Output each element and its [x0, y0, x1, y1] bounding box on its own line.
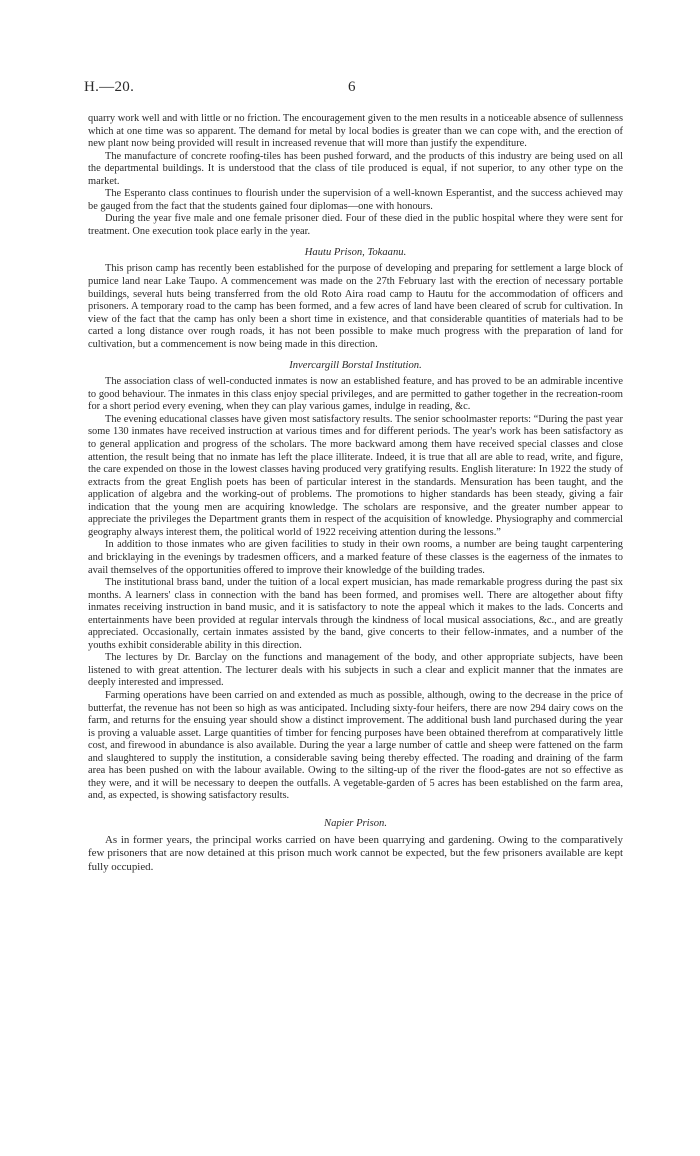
report-reference: H.—20. — [84, 79, 135, 95]
page-number: 6 — [348, 79, 356, 95]
section-heading-napier: Napier Prison. — [324, 817, 387, 829]
paragraph: This prison camp has recently been established for the purpose of developing and preparing for settlement a large block of pumice land near Lake Taupo. A commencement was made on the 27th February last with the erection of necessary portable buildings, several huts being transferred from the old Roto Aira road camp to Hautu for the accommodation of officers and prisoners. A temporary road to the camp has been formed, and a few acres of land have been cleared of scrub for cultivation. In view of the fact that the camp has only been a short time in existence, and that considerable quantities of materials had to be carted a long distance over rough roads, it has not been possible to make much progress with the preparation of land for cultivation, but a commencement is now being made in this direction. — [88, 263, 623, 350]
paragraph: The evening educational classes have given most satisfactory results. The senior schoolmaster reports: “During the past year some 130 inmates have received instruction at various times and for different periods. The year's work has been satisfactory as to general application and progress of the scholars. The more backward among them have received special classes and close attention, the result being that no inmate has left the place illiterate. Indeed, it is true that all are able to read, write, and figure, the care expended on those in the lowest classes having produced very gratifying results. English literature: In 1922 the study of extracts from the great English poets has been of particular interest in the standards. Mensuration has been taught, and the application of algebra and the working-out of problems. The promotions to higher standards has been steady, giving a fair indication that the young men are acquiring knowledge. The scholars are responsive, and the greater number appear to appreciate the privileges the Department grants them in respect of the acquisition of knowledge. Physiography and commercial geography always interest them, the political world of 1922 receiving attention during the lessons.” — [88, 413, 623, 538]
paragraph: Farming operations have been carried on and extended as much as possible, although, owing to the decrease in the price of butterfat, the revenue has not been so high as was anticipated. Including sixty-four heifers, there are now 294 dairy cows on the farm, and returns for the ensuing year should show a distinct improvement. The additional bush land purchased during the year is proving a valuable asset. Large quantities of timber for fencing purposes have been obtained therefrom at comparatively little cost, and firewood in abundance is also available. During the year a large number of cattle and sheep were fattened on the farm and slaughtered to supply the institution, a considerable saving being thereby effected. The roading and draining of the farm area has been pushed on with the labour available. Owing to the silting-up of the river the flood-gates are not so effective as they were, and it will be necessary to deepen the outfalls. A vegetable-garden of 5 acres has been established on the farm area, and, as expected, is showing satisfactory results. — [88, 689, 623, 802]
paragraph: As in former years, the principal works carried on have been quarrying and gardening. Owing to the comparatively few prisoners that are now detained at this prison much work cannot be expected, but the few prisoners available are kept fully occupied. — [88, 833, 623, 873]
paragraph: The institutional brass band, under the tuition of a local expert musician, has made remarkable progress during the past six months. A learners' class in connection with the band has been formed, and promises well. There are altogether about fifty inmates receiving instruction in band music, and it is satisfactory to note the appeal which it makes to the lads. Concerts and entertainments have been provided at regular intervals through the kindness of local musical associations, &c., and are greatly appreciated. Occasionally, certain inmates assisted by the band, give concerts to their fellow-inmates, and a number of the youths exhibit considerable ability in this direction. — [88, 577, 623, 651]
paragraph: In addition to those inmates who are given facilities to study in their own rooms, a number are being taught carpentering and bricklaying in the evenings by tradesmen officers, and a marked feature of these classes is the eagerness of the inmates to avail themselves of the opportunities offered to improve their knowledge of the building trades. — [88, 539, 623, 576]
document-body — [88, 113, 623, 874]
section-heading-invercargill: Invercargill Borstal Institution. — [289, 360, 422, 372]
paragraph: quarry work well and with little or no friction. The encouragement given to the men results in a noticeable absence of sullenness which at one time was so apparent. The demand for metal by local bodies is greater than we can cope with, and the erection of new plant now being provided will result in increased revenue that will more than justify the expenditure. — [88, 113, 623, 150]
paragraph: The Esperanto class continues to flourish under the supervision of a well-known Esperantist, and the success achieved may be gauged from the fact that the students gained four diplomas—one with honours. — [88, 188, 623, 212]
paragraph: The association class of well-conducted inmates is now an established feature, and has proved to be an admirable incentive to good behaviour. The inmates in this class enjoy special privileges, and are permitted to gather together in the recreation-room for a short period every evening, when they can play various games, indulge in reading, &c. — [88, 376, 623, 413]
paragraph: The manufacture of concrete roofing-tiles has been pushed forward, and the products of this industry are being used on all the departmental buildings. It is understood that the class of tile produced is equal, if not superior, to any other type on the market. — [88, 150, 623, 187]
paragraph: During the year five male and one female prisoner died. Four of these died in the public hospital where they were sent for treatment. One execution took place early in the year. — [88, 213, 623, 237]
paragraph: The lectures by Dr. Barclay on the functions and management of the body, and other appropriate subjects, have been listened to with great attention. The lecturer deals with his subjects in such a clear and explicit manner that the inmates are deeply interested and impressed. — [88, 652, 623, 689]
section-heading-hautu: Hautu Prison, Tokaanu. — [304, 247, 407, 259]
